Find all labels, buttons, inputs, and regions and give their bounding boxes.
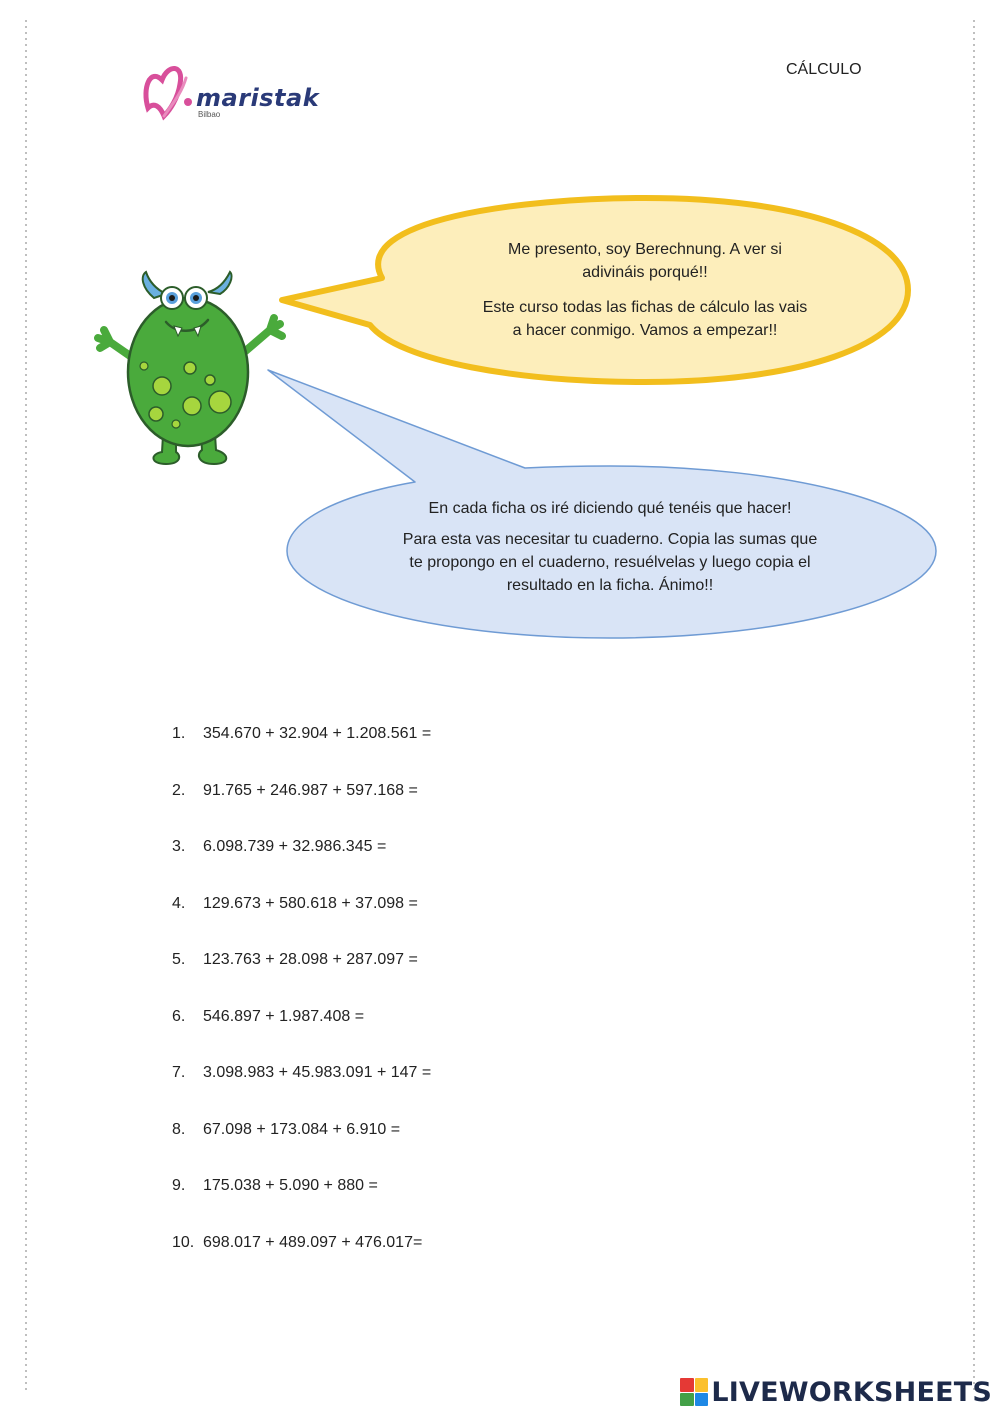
yellow-bubble-paragraph-2 [450,296,840,342]
text-line: En cada ficha os iré diciendo qué tenéis que hacer! [428,500,792,517]
blue-bubble-paragraph-2 [370,528,850,597]
exercise-expression: 123.763 + 28.098 + 287.097 = [203,951,418,968]
liveworksheets-logo-icon [680,1378,708,1406]
text-line: te propongo en el cuaderno, resuélvelas y luego copia el [409,554,811,571]
text-line: adivináis porqué!! [582,264,708,281]
exercise-number: 4. [172,894,186,912]
text-line: Para esta vas necesitar tu cuaderno. Copia las sumas que [402,531,818,548]
exercise-expression: 354.670 + 32.904 + 1.208.561 = [203,725,432,742]
logo-wordmark: maristak [196,84,320,112]
exercise-item [172,1005,431,1062]
exercise-number: 5. [172,951,186,968]
exercise-expression: 175.038 + 5.090 + 880 = [203,1177,378,1194]
exercise-item [172,1174,431,1231]
blue-bubble-text [370,497,850,609]
subject-title: CÁLCULO [786,61,862,78]
exercise-item [172,1231,431,1288]
exercise-item [172,1118,431,1175]
exercise-expression: 3.098.983 + 45.983.091 + 147 = [203,1064,432,1081]
exercise-expression: 129.673 + 580.618 + 37.098 = [203,894,418,912]
logo-subtext: Bilbao [198,110,221,119]
liveworksheets-brand [680,1375,992,1409]
exercise-number: 1. [172,725,186,742]
monster-illustration [92,268,292,473]
exercise-number: 10. [172,1233,195,1251]
exercise-expression: 6.098.739 + 32.986.345 = [203,838,387,855]
exercise-number: 8. [172,1120,186,1138]
exercise-number: 3. [172,838,186,855]
text-line: Me presento, soy Berechnung. A ver si [508,241,782,258]
blue-bubble-paragraph-1 [370,497,850,520]
text-line: Este curso todas las fichas de cálculo las vais [482,299,808,316]
exercise-item [172,1061,431,1118]
exercise-expression: 91.765 + 246.987 + 597.168 = [203,781,418,799]
exercise-number: 9. [172,1177,186,1194]
yellow-bubble-text [450,238,840,354]
yellow-bubble-paragraph-1 [450,238,840,284]
text-line: a hacer conmigo. Vamos a empezar!! [512,322,778,339]
exercise-expression: 546.897 + 1.987.408 = [203,1007,365,1025]
exercise-expression: 67.098 + 173.084 + 6.910 = [203,1120,401,1138]
exercise-item [172,892,431,949]
exercise-item [172,722,431,779]
exercise-list [172,722,431,1287]
exercise-number: 7. [172,1064,186,1081]
exercise-number: 6. [172,1007,186,1025]
text-line: resultado en la ficha. Ánimo!! [506,577,714,594]
exercise-number: 2. [172,781,186,799]
exercise-item [172,948,431,1005]
liveworksheets-wordmark: LIVEWORKSHEETS [711,1376,992,1408]
exercise-item [172,835,431,892]
exercise-expression: 698.017 + 489.097 + 476.017= [203,1233,423,1251]
exercise-item [172,779,431,836]
